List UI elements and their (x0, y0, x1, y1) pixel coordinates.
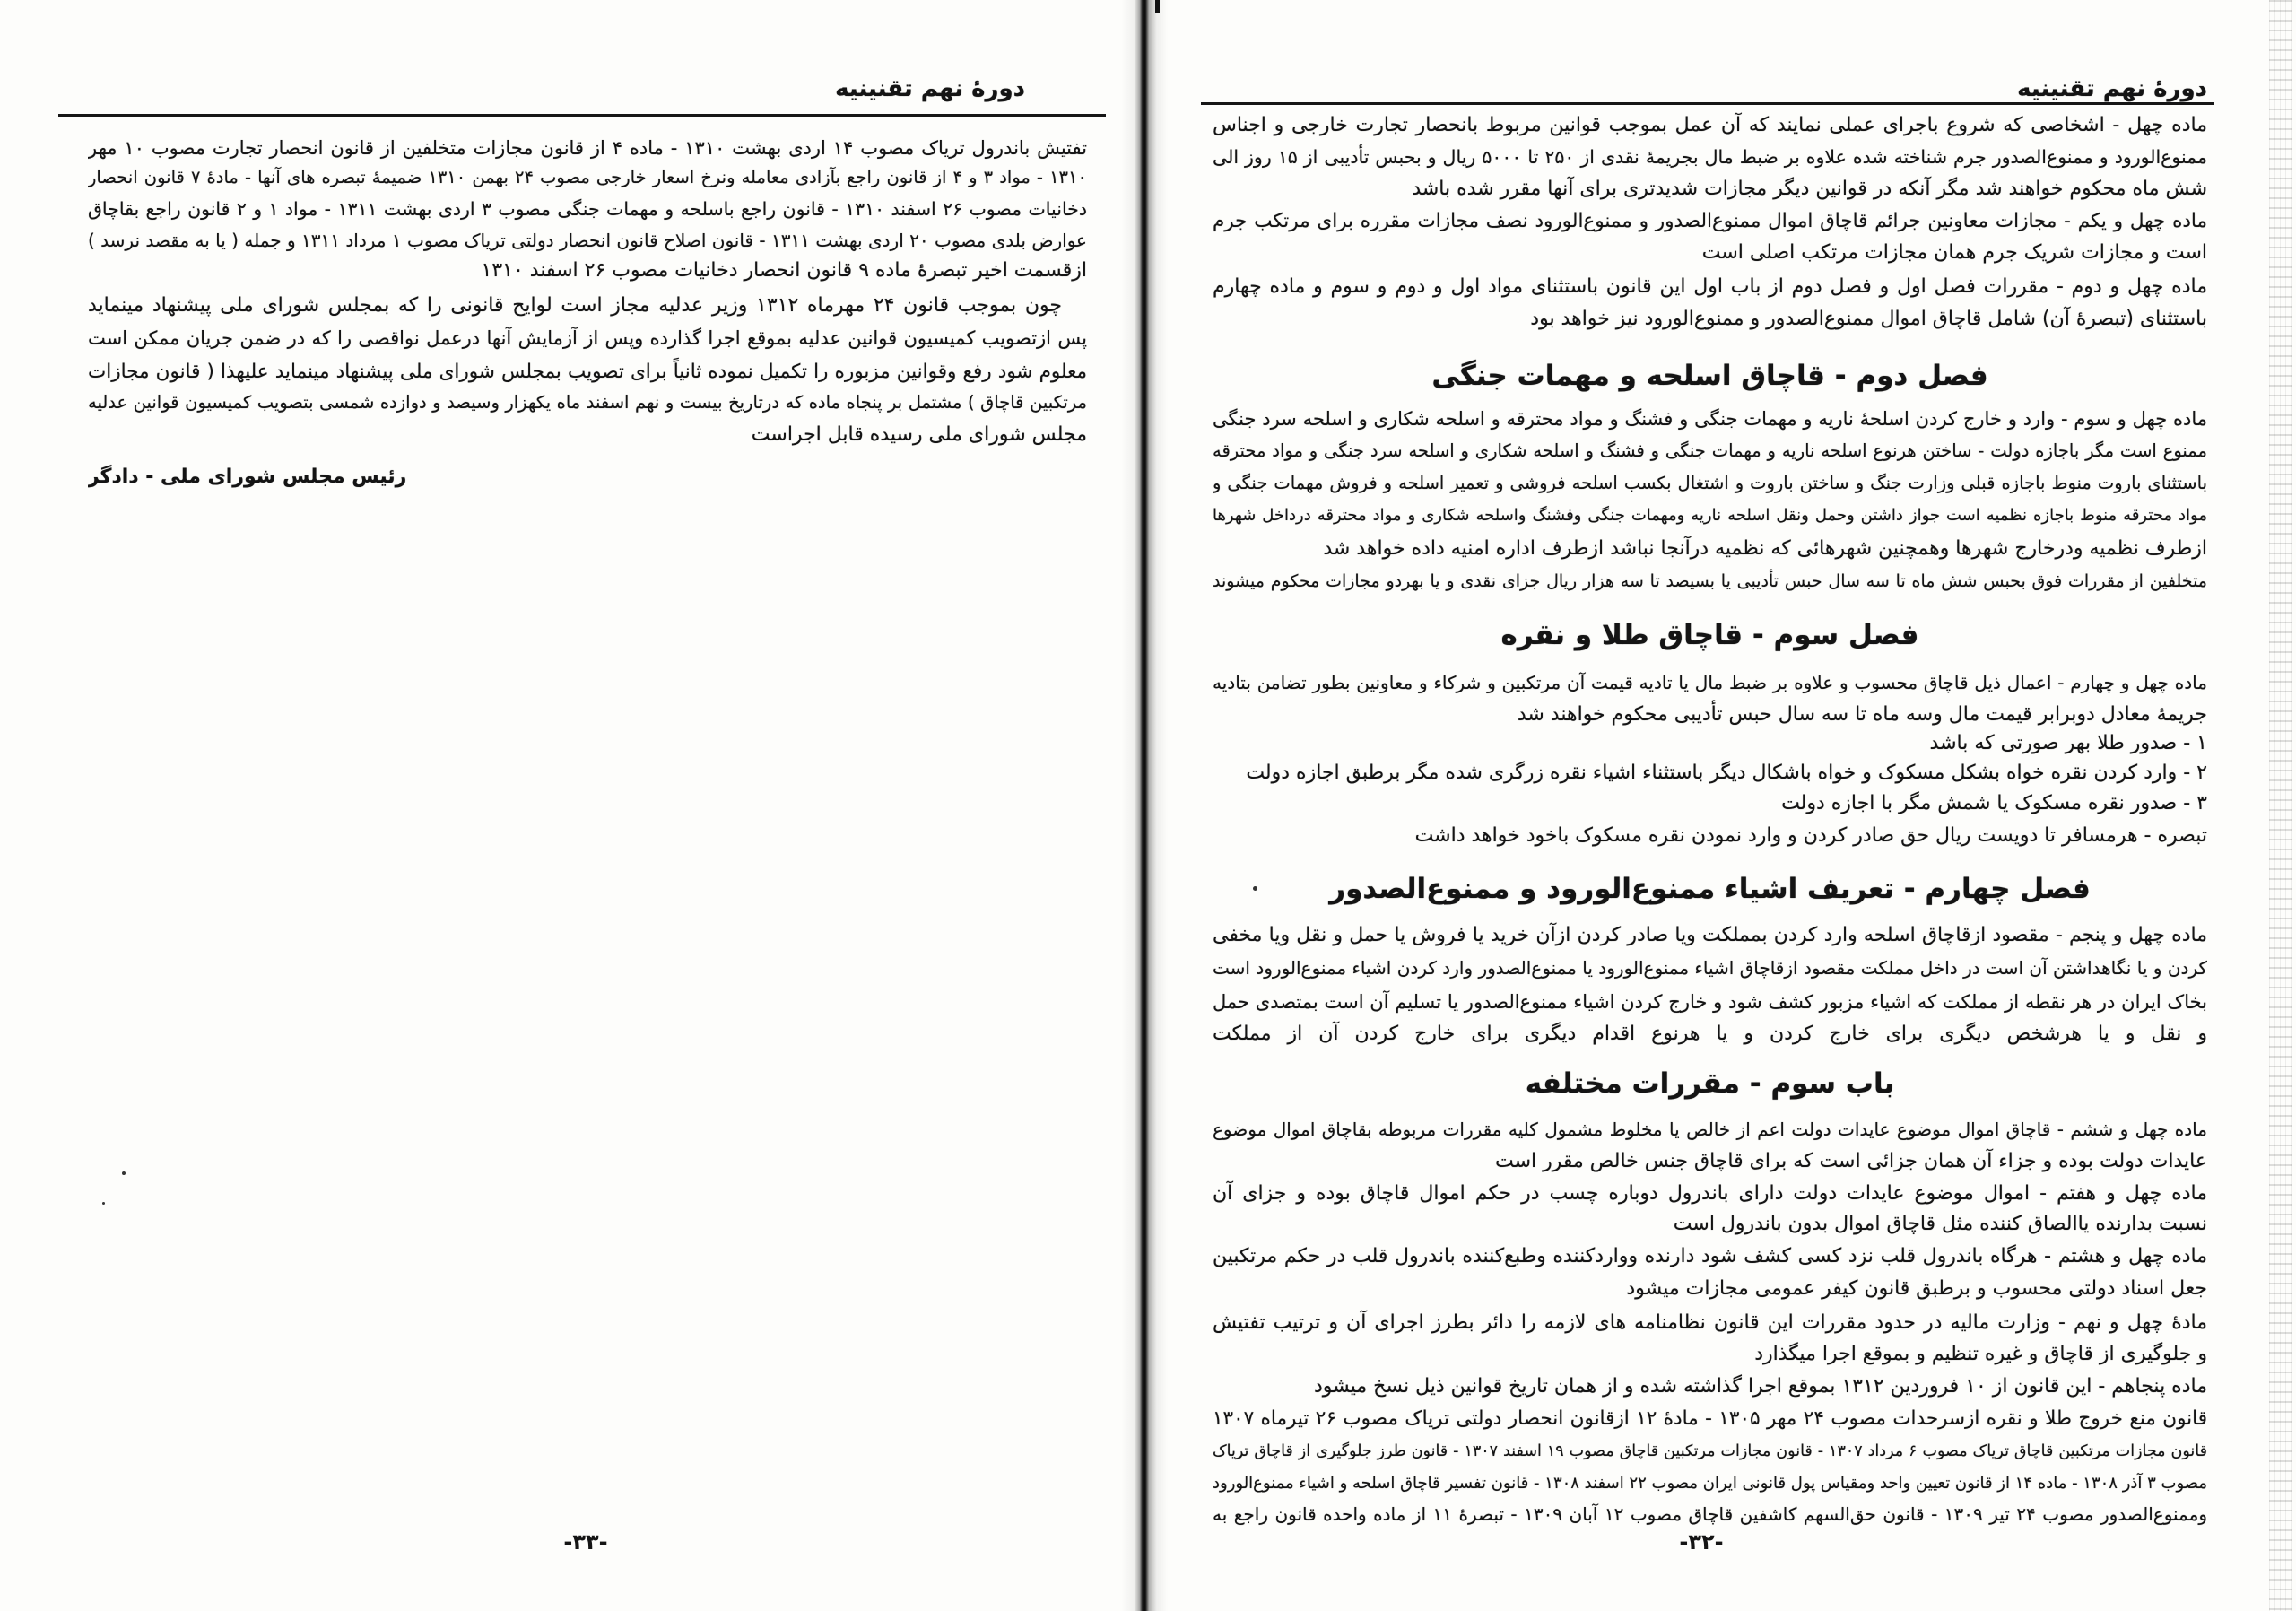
text-line: مواد محترقه منوط باجازه نظمیه است جواز داشتن وحمل ونقل اسلحه ناریه ومهمات جنگی وفشنگ واسلحه شکاری و مواد محترقه درداخل شهرها (1213, 506, 2207, 525)
list-item: ۱ - صدور طلا بهر صورتی که باشد (1929, 732, 2207, 754)
text-line: ماده چهل و یکم - مجازات معاونین جرائم قاچاق اموال ممنوع‌الصدور و ممنوع‌الورود نصف مجازات مقرره برای مرتکب جرم (1213, 210, 2207, 232)
text-line: قانون منع خروج طلا و نقره ازسرحدات مصوب ۲۴ مهر ۱۳۰۵ - مادهٔ ۱۲ ازقانون انحصار دولتی تریاک مصوب ۲۶ تیرماه ۱۳۰۷ (1213, 1407, 2207, 1430)
text-line: ازقسمت اخیر تبصرهٔ ماده ۹ قانون انحصار دخانیات مصوب ۲۶ اسفند ۱۳۱۰ (481, 259, 1087, 282)
running-header: دورهٔ نهم تقنینیه (2017, 75, 2207, 102)
text-line: ماده چهل و ششم - قاچاق اموال موضوع عایدات دولت اعم از خالص یا مخلوط مشمول کلیه مقررات مربوطه بقاچاق اموال موضوع (1213, 1119, 2207, 1140)
text-line: باستثنای باروت منوط باجازه قبلی وزارت جنگ و ساختن باروت و اشتغال بکسب اسلحه فروشی و تعمیر اسلحه و فروش مهمات جنگی و (1213, 473, 2207, 493)
text-line: عوارض بلدی مصوب ۲۰ اردی بهشت ۱۳۱۱ - قانون اصلاح قانون انحصار دولتی تریاک مصوب ۱ مرداد ۱۳۱۱ و جمله ( یا به مقصد نرسد ) (88, 230, 1087, 251)
text-line: و جلوگیری از قاچاق و غیره تنظیم و بموقع اجرا میگذارد (1754, 1343, 2207, 1365)
text-line: مصوب ۳ آذر ۱۳۰۸ - ماده ۱۴ از قانون تعیین واحد ومقیاس پول قانونی ایران مصوب ۲۲ اسفند ۱۳۰۸ - قانون تفسیر قاچاق اسلحه و اشیاء ممنوع‌الورود (1213, 1474, 2207, 1493)
text-line: وممنوع‌الصدور مصوب ۲۴ تیر ۱۳۰۹ - قانون حق‌السهم کاشفین قاچاق مصوب ۱۲ آبان ۱۳۰۹ - تبصرهٔ ۱۱ از ماده واحده قانون راجع به (1213, 1503, 2207, 1525)
text-line: ممنوع‌الورود و ممنوع‌الصدور جرم شناخته شده علاوه بر ضبط مال بجریمهٔ نقدی از ۲۵۰ تا ۵۰۰۰ ریال و بحبس تأدیبی از ۱۵ روز الی (1213, 146, 2207, 168)
scan-speck (102, 1202, 105, 1205)
scan-speck (1253, 886, 1257, 891)
text-line: عایدات دولت بوده و جزاء آن همان جزائی است که برای قاچاق جنس خالص مقرر است (1494, 1150, 2207, 1172)
text-line: ماده چهل و چهارم - اعمال ذیل قاچاق محسوب و علاوه بر ضبط مال یا تادیه قیمت آن مرتکبین و شرکاء و معاونین بطور تضامن بتادیه (1213, 672, 2207, 693)
text-line: تفتیش باندرول تریاک مصوب ۱۴ اردی بهشت ۱۳۱۰ - ماده ۴ از قانون مجازات متخلفین از قانون انحصار تجارت مصوب ۱۰ مهر (88, 137, 1087, 159)
header-rule (1201, 102, 2214, 105)
text-line: ماده چهل و پنجم - مقصود ازقاچاق اسلحه وارد کردن بمملکت ویا صادر کردن ازآن خرید یا فروش یا حمل و نقل ویا مخفی (1213, 924, 2207, 946)
text-line: شش ماه محکوم خواهند شد مگر آنکه در قوانین دیگر مجازات شدیدتری برای آنها مقرر شده باشد (1412, 178, 2207, 200)
header-rule (58, 114, 1106, 117)
page-32 (1157, 0, 2296, 1611)
text-line: ۱۳۱۰ - مواد ۳ و ۴ از قانون راجع بآزادی معامله ونرخ اسعار خارجی مصوب ۲۴ بهمن ۱۳۱۰ ضمیمهٔ تبصره های آنها - مادهٔ ۷ قانون انحصار (88, 167, 1087, 187)
text-line: جریمهٔ معادل دوبرابر قیمت مال وسه ماه تا سه سال حبس تأدیبی محکوم خواهند شد (1517, 703, 2207, 726)
text-line: ماده چهل و هفتم - اموال موضوع عایدات دولت دارای باندرول دوباره چسب در حکم اموال قاچاق بوده و جزای آن (1213, 1182, 2207, 1205)
text-line: معلوم شود رفع وقوانین مزبوره را تکمیل نموده ثانیاً برای تصویب بمجلس شورای ملی پیشنهاد مینماید علیهذا ( قانون مجازات (88, 361, 1087, 383)
text-line: ازطرف نظمیه ودرخارج شهرها وهمچنین شهرهائی که نظمیه درآنجا نباشد ازطرف اداره امنیه داده خواهد شد (1323, 537, 2207, 560)
text-line: ماده چهل و دوم - مقررات فصل اول و فصل دوم از باب اول این قانون باستثنای مواد اول و دوم و سوم و ماده چهارم (1213, 275, 2207, 298)
text-line: ممنوع است مگر باجازه دولت - ساختن هرنوع اسلحه ناریه و مهمات جنگی و فشنگ و اسلحه شکاری و اسلحه سرد جنگی و مواد محترقه (1213, 440, 2207, 461)
list-item: ۳ - صدور نقره مسکوک یا شمش مگر با اجازه دولت (1781, 792, 2207, 814)
list-item: ۲ - وارد کردن نقره خواه بشکل مسکوک و خواه باشکال دیگر باستثناء اشیاء نقره زرگری شده مگر برطبق اجازه دولت (1246, 762, 2207, 784)
text-line: متخلفین از مقررات فوق بحبس شش ماه تا سه سال حبس تأدیبی یا بسیصد تا سه هزار ریال جزای نقدی و یا بهردو مجازات محکوم میشوند (1213, 571, 2207, 591)
text-line: مجلس شورای ملی رسیده قابل اجراست (751, 423, 1087, 446)
section-heading: فصل چهارم - تعریف اشیاء ممنوع‌الورود و ممنوع‌الصدور (1329, 873, 2091, 905)
section-heading: فصل دوم - قاچاق اسلحه و مهمات جنگی (1431, 360, 1988, 392)
note-line: تبصره - هرمسافر تا دویست ریال حق صادر کردن و وارد نمودن نقره مسکوک باخود خواهد داشت (1414, 824, 2207, 847)
text-line: است و مجازات شریک جرم همان مجازات مرتکب اصلی است (1701, 241, 2207, 264)
text-line: مرتکبین قاچاق ) مشتمل بر پنجاه ماده که درتاریخ بیست و نهم اسفند ماه یکهزار وسیصد و دوازده شمسی بتصویب کمیسیون قوانین عدلیه (88, 392, 1087, 413)
scan-speck (122, 1171, 126, 1175)
text-line: دخانیات مصوب ۲۶ اسفند ۱۳۱۰ - قانون راجع باسلحه و مهمات جنگی مصوب ۳ اردی بهشت ۱۳۱۱ - مواد ۱ و ۲ قانون راجع بقاچاق (88, 198, 1087, 220)
text-line: نسبت بدارنده یاالصاق کننده مثل قاچاق اموال بدون باندرول است (1673, 1213, 2207, 1235)
text-line: جعل اسناد دولتی محسوب و برطبق قانون کیفر عمومی مجازات میشود (1626, 1277, 2207, 1300)
text-line: قانون مجازات مرتکبین قاچاق تریاک مصوب ۶ مرداد ۱۳۰۷ - قانون مجازات مرتکبین قاچاق مصوب ۱۹ اسفند ۱۳۰۷ - قانون طرز جلوگیری از قاچاق تریاک (1213, 1442, 2207, 1460)
running-header: دورهٔ نهم تقنینیه (835, 75, 1025, 102)
text-line: ماده پنجاهم - این قانون از ۱۰ فروردین ۱۳۱۲ بموقع اجرا گذاشته شده و از همان تاریخ قوانین ذیل نسخ میشود (1313, 1375, 2207, 1398)
text-line: و نقل و یا هرشخص دیگری برای خارج کردن و یا هرنوع اقدام دیگری برای خارج کردن آن از مملکت (1213, 1023, 2207, 1045)
section-heading: فصل سوم - قاچاق طلا و نقره (1500, 619, 1919, 651)
section-heading: باب سوم - مقررات مختلفه (1525, 1067, 1895, 1100)
text-line: ماده چهل و هشتم - هرگاه باندرول قلب نزد کسی کشف شود دارنده وواردکننده وطبع‌کننده باندرول قلب در حکم مرتکبین (1213, 1245, 2207, 1267)
text-line: بخاک ایران در هر نقطه از مملکت که اشیاء مزبور کشف شود و خارج کردن اشیاء ممنوع‌الصدور یا تسلیم آن است بمتصدی حمل (1213, 991, 2207, 1013)
text-line: مادهٔ چهل و نهم - وزارت مالیه در حدود مقررات این قانون نظامنامه های لازمه را دائر بطرز اجرای آن و ترتیب تفتیش (1213, 1311, 2207, 1334)
page-number: -۳۳- (563, 1529, 608, 1554)
page-number: -۳۲- (1679, 1529, 1724, 1554)
text-line: ماده چهل - اشخاصی که شروع باجرای عملی نمایند که آن عمل بموجب قوانین مربوط بانحصار تجارت خارجی و اجناس (1213, 114, 2207, 136)
text-line: باستثنای (تبصرهٔ آن) شامل قاچاق اموال ممنوع‌الصدور و ممنوع‌الورود نیز خواهد بود (1530, 308, 2207, 330)
signature: رئیس مجلس شورای ملی - دادگر (88, 466, 407, 488)
page-33 (0, 0, 1135, 1611)
scan-edge (2269, 0, 2292, 1611)
text-line: پس ازتصویب کمیسیون قوانین عدلیه بموقع اجرا گذارده وپس از آزمایش آنها درعمل نواقصی را که در ضمن جریان ممکن است (88, 327, 1087, 349)
text-line: چون بموجب قانون ۲۴ مهرماه ۱۳۱۲ وزیر عدلیه مجاز است لوایح قانونی را که بمجلس شورای ملی پیشنهاد مینماید (88, 294, 1062, 317)
text-line: کردن و یا نگاهداشتن آن است در داخل مملکت مقصود ازقاچاق اشیاء ممنوع‌الورود یا ممنوع‌الصدور وارد کردن اشیاء ممنوع‌الورود است (1213, 957, 2207, 979)
text-line: ماده چهل و سوم - وارد و خارج کردن اسلحهٔ ناریه و مهمات جنگی و فشنگ و مواد محترقه و اسلحه شکاری و اسلحه سرد جنگی (1213, 408, 2207, 430)
